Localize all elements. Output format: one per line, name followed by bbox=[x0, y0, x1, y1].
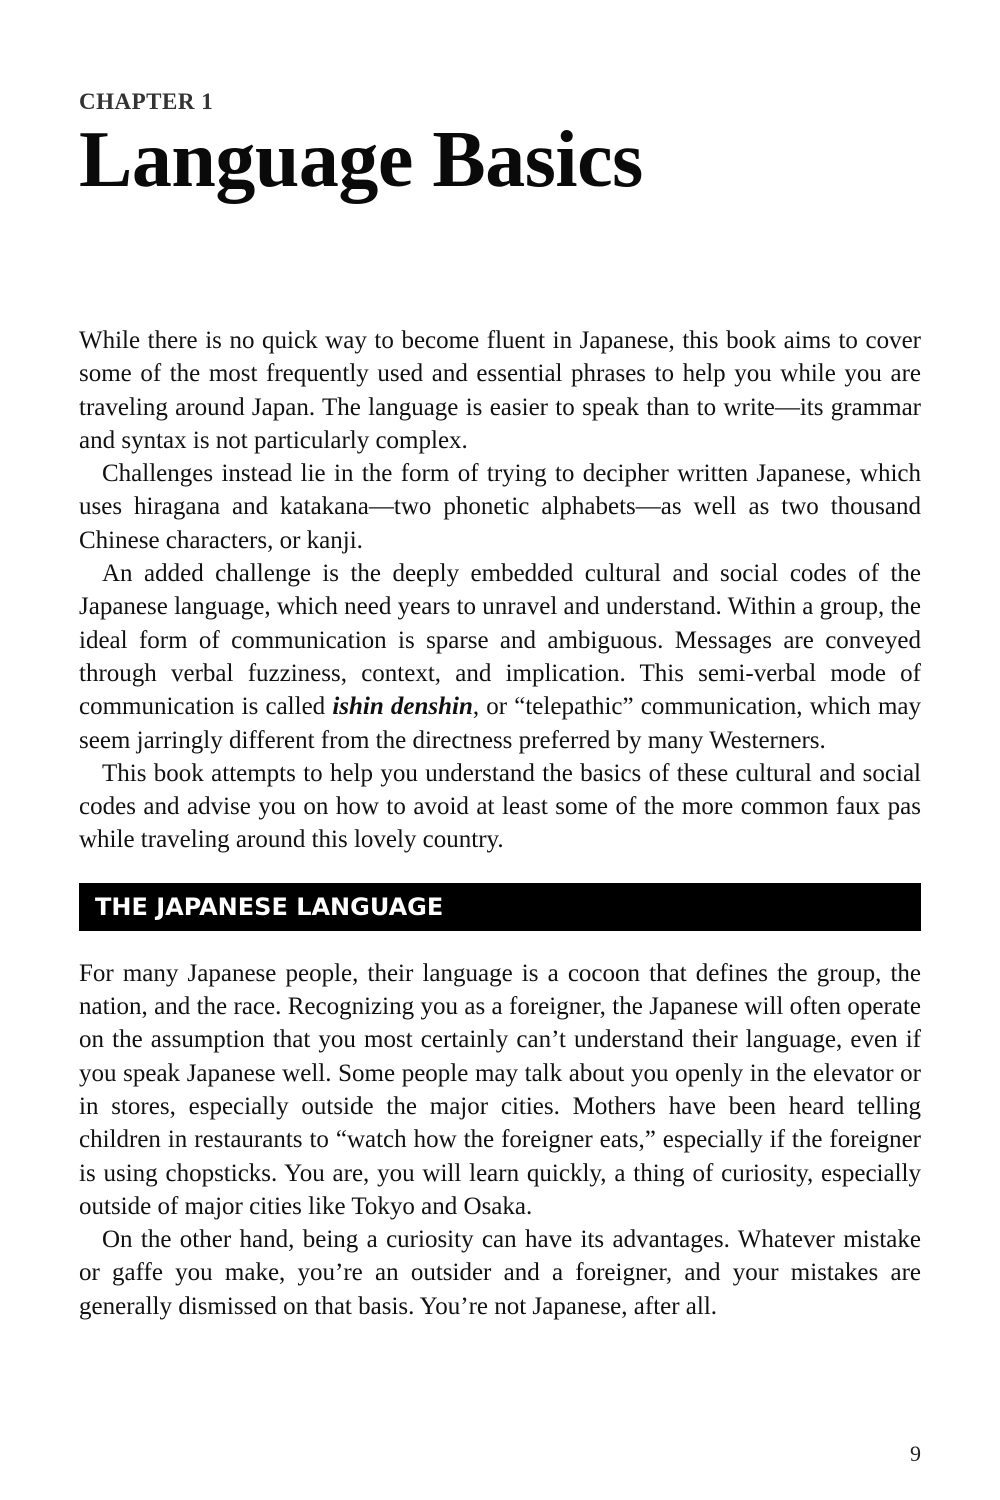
intro-paragraph-3-start: An added challenge is the deeply embedded cultural and social codes of the Japanese language, which need years to unravel and understand. Within a group, the ideal form of communication is sparse and ambiguous. Messages are conveyed through verbal fuzziness, context, and implication. This semi-verbal mode of communication is called bbox=[79, 560, 922, 721]
intro-section bbox=[79, 324, 921, 857]
japanese-language-section bbox=[79, 957, 921, 1323]
intro-paragraph-2: Challenges instead lie in the form of trying to decipher written Japanese, which uses hiragana and katakana—two phonetic alphabets—as well as two thousand Chinese characters, or kanji. bbox=[79, 460, 921, 554]
section-heading-bar bbox=[79, 883, 921, 931]
chapter-label: CHAPTER 1 bbox=[79, 89, 214, 114]
intro-paragraph-1: While there is no quick way to become fluent in Japanese, this book aims to cover some of the most frequently used and essential phrases to help you while you are traveling around Japan. The language is easier to speak than to write—its grammar and syntax is not particularly complex. bbox=[79, 327, 921, 454]
section-paragraph-2: On the other hand, being a curiosity can have its advantages. Whatever mistake or gaffe you make, you’re an outsider and a foreigner, and your mistakes are generally dismissed on that basis. You’re not Japanese, after all. bbox=[79, 1226, 921, 1320]
chapter-title: Language Basics bbox=[79, 116, 643, 204]
ishin-denshin-term: ishin denshin bbox=[332, 693, 473, 721]
page-body bbox=[79, 88, 921, 1323]
intro-paragraph-3-end: , or “telepathic” communication, which may seem jarringly different from the directness preferred by many Westerners. bbox=[79, 693, 921, 754]
section-heading: THE JAPANESE LANGUAGE bbox=[95, 892, 444, 921]
section-paragraph-1: For many Japanese people, their language is a cocoon that defines the group, the nation, and the race. Recognizing you as a foreigner, the Japanese will often operate on the assumption that you most certainly can’t understand their language, even if you speak Japanese well. Some people may talk about you openly in the elevator or in stores, especially outside the major cities. Mothers have been heard telling children in restaurants to “watch how the foreigner eats,” especially if the foreigner is using chopsticks. You are, you will learn quickly, a thing of curiosity, especially outside of major cities like Tokyo and Osaka. bbox=[79, 959, 921, 1220]
page-number: 9 bbox=[910, 1441, 921, 1466]
intro-paragraph-4: This book attempts to help you understand the basics of these cultural and social codes and advise you on how to avoid at least some of the more common faux pas while traveling around this lovely country. bbox=[79, 759, 921, 854]
intro-paragraph-3 bbox=[79, 557, 921, 757]
